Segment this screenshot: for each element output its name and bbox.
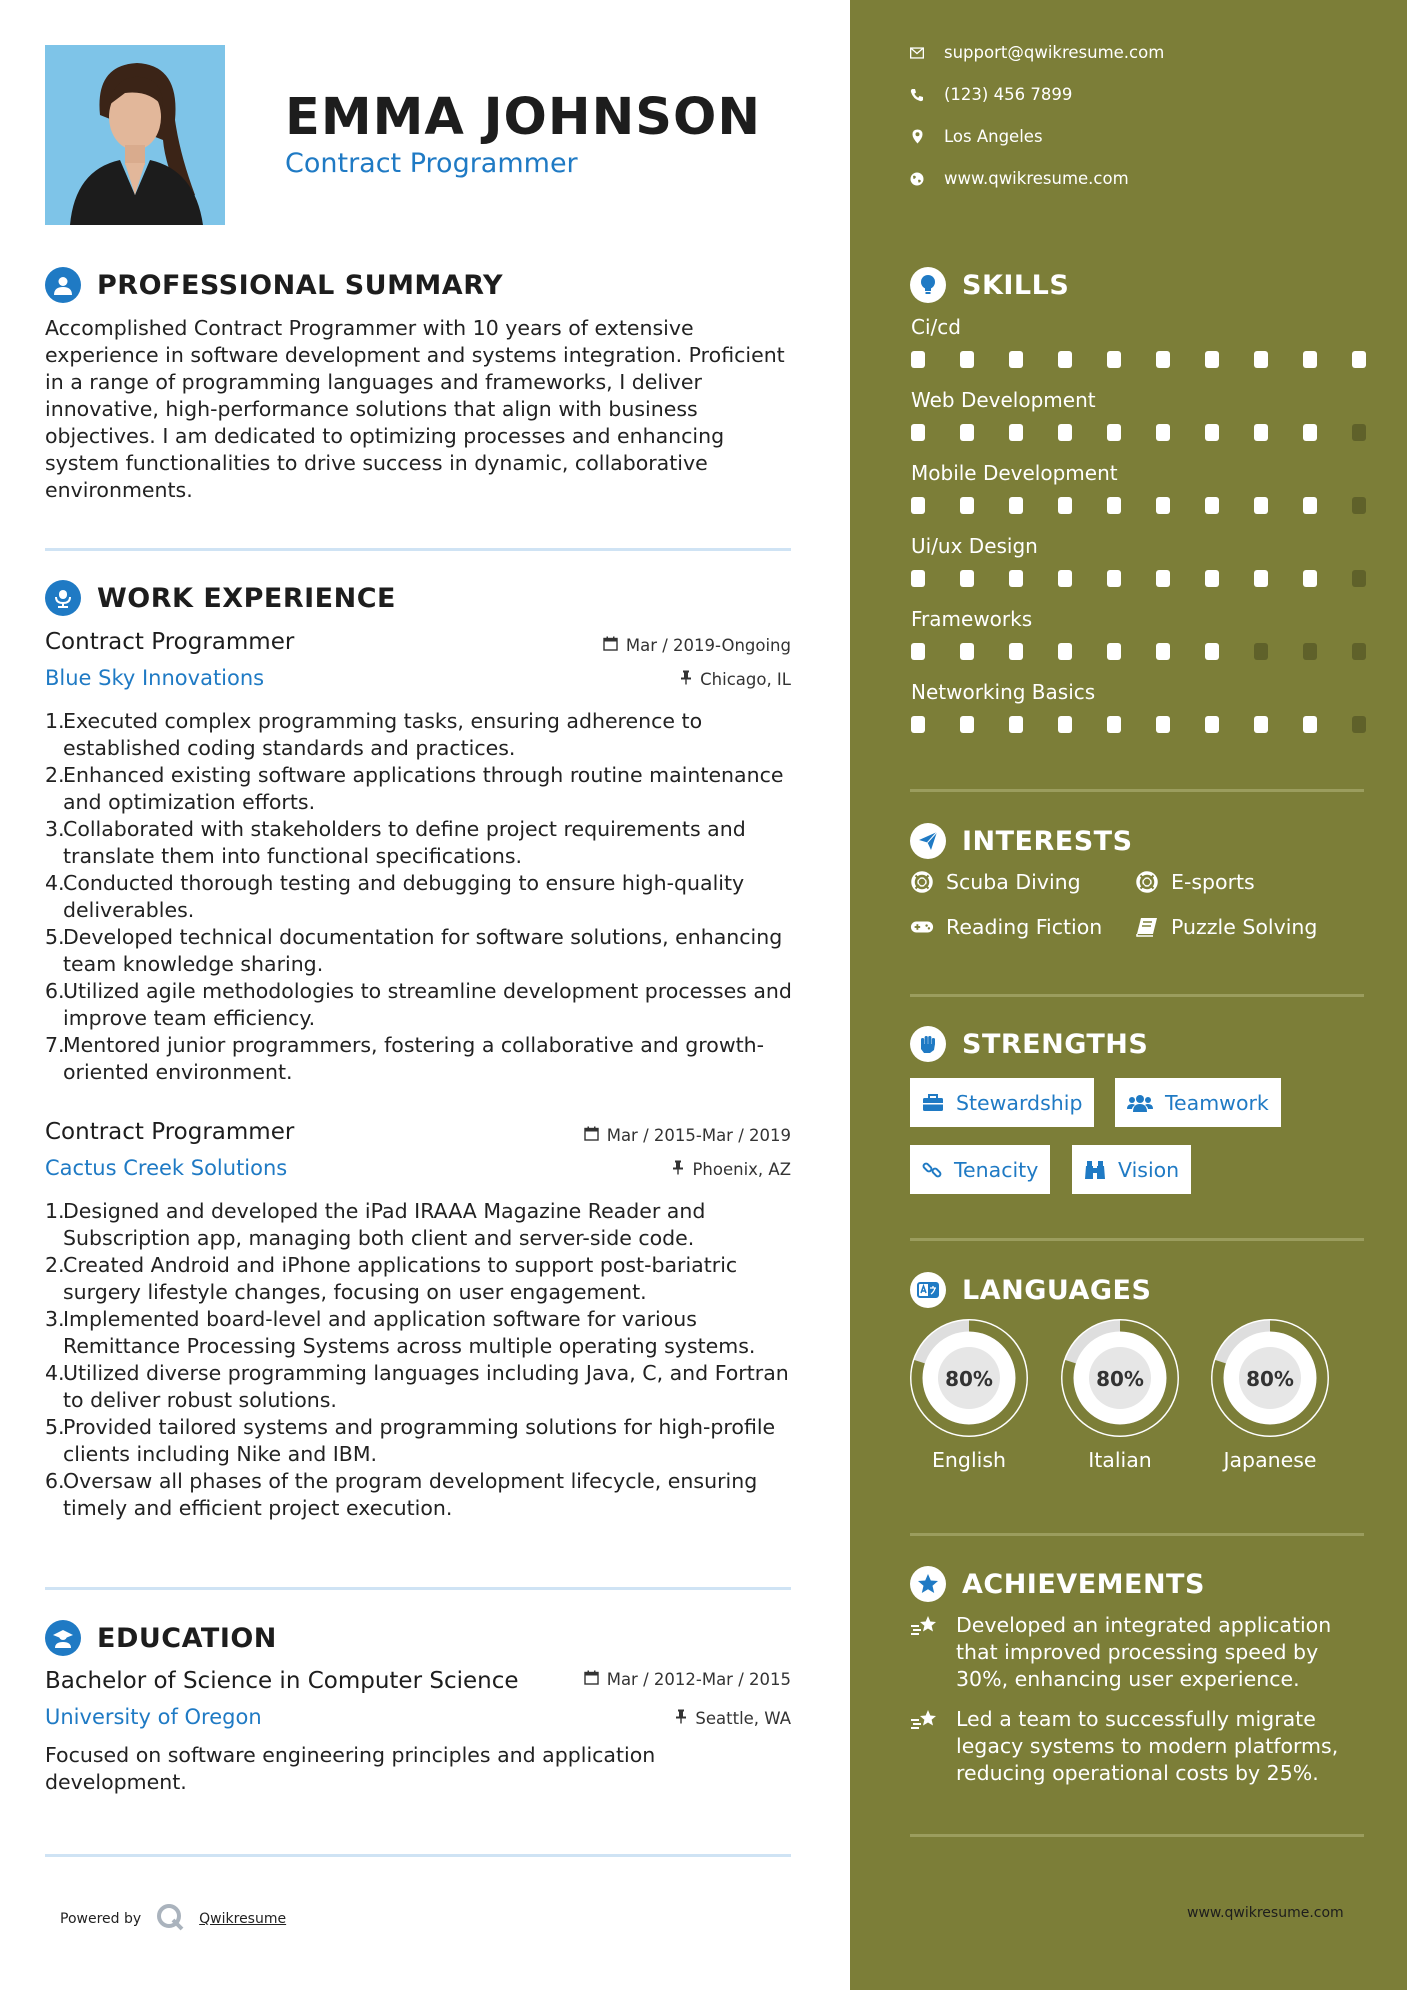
strength-teamwork [1115,1078,1281,1127]
skill-dot-filled [1107,716,1121,733]
skill-dot-filled [911,497,925,514]
list-item: 4. Utilized diverse programming languages including Java, C, and Fortran to deliver robust solutions. [45,1361,789,1412]
achievements-heading [910,1566,1205,1602]
contact-location-text: Los Angeles [944,127,1043,146]
skill-dot-filled [960,497,974,514]
globe-icon [910,172,924,186]
list-item: 3. Collaborated with stakeholders to define project requirements and translate them into functional specifications. [45,817,746,868]
skill-dot-filled [1303,351,1317,368]
skill-name: Web Development [911,388,1096,412]
binoculars-icon [1084,1160,1106,1180]
language-name: English [931,1448,1007,1472]
school-name: University of Oregon [45,1705,262,1729]
envelope-icon [910,46,924,60]
skill-dot-filled [1009,643,1023,660]
job-location-text: Chicago, IL [700,670,791,689]
education-title: EDUCATION [97,1622,277,1654]
user-icon [45,267,81,303]
job-dates [603,636,791,655]
job-location-text: Phoenix, AZ [692,1160,791,1179]
strengths-heading [910,1026,1148,1062]
skill-dot-filled [1107,351,1121,368]
job-dates-text: Mar / 2019-Ongoing [625,636,791,655]
language-ring [1210,1318,1330,1438]
fist-icon [910,1026,946,1062]
list-item: 4. Conducted thorough testing and debugging to ensure high-quality deliverables. [45,871,745,922]
job-bullets [45,1198,800,1522]
paper-plane-icon [910,823,946,859]
skill-dot-filled [1205,570,1219,587]
summary-heading [45,267,503,303]
skill-dot-filled [1156,716,1170,733]
skill-dot-filled [960,643,974,660]
candidate-title: Contract Programmer [285,148,578,179]
languages-heading [910,1272,1151,1308]
skill-dot-filled [1058,497,1072,514]
skill-dot-filled [1058,716,1072,733]
skill-dot-filled [1058,424,1072,441]
skill-dot-empty [1352,497,1366,514]
skill-dot-empty [1303,643,1317,660]
list-item: 1. Designed and developed the iPad IRAAA Magazine Reader and Subscription app, managing both client and server-side code. [45,1199,706,1250]
degree-title: Bachelor of Science in Computer Science [45,1668,519,1694]
qwikresume-link[interactable]: Qwikresume [199,1911,287,1927]
skill-dot-filled [1107,424,1121,441]
skill-dot-filled [911,643,925,660]
list-item: 3. Implemented board-level and application software for various Remittance Processing Systems across multiple operating systems. [45,1307,756,1358]
divider [910,1834,1364,1837]
divider [910,1533,1364,1536]
language-ring [1060,1318,1180,1438]
skill-dot-filled [1107,570,1121,587]
education-dates-text: Mar / 2012-Mar / 2015 [606,1670,791,1689]
shooting-star-icon [910,1706,942,1787]
lifebuoy-icon [1135,871,1159,893]
achievement-text: Led a team to successfully migrate legacy systems to modern platforms, reducing operational costs by 25%. [956,1707,1339,1785]
skill-dot-filled [960,570,974,587]
interests-title: INTERESTS [962,825,1133,857]
language-percent: 80% [1246,1367,1294,1391]
contact-email-text: support@qwikresume.com [944,43,1165,62]
skill-dot-filled [1156,643,1170,660]
strengths-title: STRENGTHS [962,1028,1149,1060]
skill-dot-filled [960,716,974,733]
skill-dot-filled [1254,424,1268,441]
skill-level-meter [911,570,1401,587]
interests-heading [910,823,1133,859]
job-bullets [45,708,800,1086]
contact-website-text: www.qwikresume.com [944,169,1129,188]
skill-dot-filled [1205,643,1219,660]
skill-dot-filled [911,570,925,587]
skill-name: Mobile Development [911,461,1118,485]
experience-title: WORK EXPERIENCE [97,582,396,614]
skill-dot-filled [1352,351,1366,368]
strength-label: Teamwork [1165,1090,1269,1115]
skill-dot-filled [1058,643,1072,660]
contact-phone[interactable] [910,85,1072,104]
powered-by-label: Powered by [60,1911,142,1927]
language-item [1210,1318,1330,1472]
interest-label: Scuba Diving [946,870,1081,894]
skill-dot-filled [1107,643,1121,660]
skill-dot-filled [1254,497,1268,514]
language-percent: 80% [945,1367,993,1391]
skill-dot-filled [1254,716,1268,733]
skill-dot-filled [1303,497,1317,514]
skill-dot-filled [1009,351,1023,368]
skill-dot-filled [960,351,974,368]
interest-label: Reading Fiction [946,915,1103,939]
skill-dot-empty [1352,570,1366,587]
language-ring [909,1318,1029,1438]
languages-title: LANGUAGES [962,1274,1152,1306]
contact-location [910,127,1043,146]
education-heading [45,1620,277,1656]
job-title: Contract Programmer [45,1119,295,1145]
interest-reading-fiction [910,915,1102,939]
skill-dot-filled [911,351,925,368]
skill-dot-empty [1254,643,1268,660]
skill-dot-filled [1205,716,1219,733]
divider [910,789,1364,792]
candidate-name: EMMA JOHNSON [285,88,762,147]
phone-icon [910,88,924,102]
interest-scuba-diving [910,870,1081,894]
summary-text: Accomplished Contract Programmer with 10 years of extensive experience in software development and systems integration. Proficient in a range of programming languages and frameworks, I deliver innovative, high-performance solutions that align with business objectives. I am dedicated to optimizing processes and enhancing system functionalities to drive success in dynamic, collaborative environments. [45,316,785,502]
gamepad-icon [910,916,934,938]
skill-dot-filled [1058,351,1072,368]
sidebar [850,0,1407,1990]
language-item [1060,1318,1180,1472]
achievement-item [910,1612,1370,1693]
skill-name: Ui/ux Design [911,534,1038,558]
link-icon [922,1160,942,1180]
strength-label: Stewardship [956,1090,1083,1115]
calendar-icon [603,636,618,655]
skill-dot-filled [1156,570,1170,587]
strength-tenacity [910,1145,1050,1194]
lightbulb-icon [910,267,946,303]
pin-icon [680,670,692,689]
skill-dot-filled [1058,570,1072,587]
strength-stewardship [910,1078,1094,1127]
skill-dot-filled [1156,497,1170,514]
language-percent: 80% [1096,1367,1144,1391]
skill-dot-empty [1352,716,1366,733]
skill-name: Frameworks [911,607,1033,631]
skill-dot-filled [1009,570,1023,587]
pin-icon [672,1160,684,1179]
contact-website[interactable] [910,169,1129,188]
contact-email[interactable] [910,43,1164,62]
book-icon [1135,916,1159,938]
users-icon [1127,1094,1153,1112]
language-name: Japanese [1223,1448,1317,1472]
skill-level-meter [911,351,1401,368]
company-name: Cactus Creek Solutions [45,1156,288,1180]
list-item: 2. Created Android and iPhone applications to support post-bariatric surgery lifestyle changes, focusing on user engagement. [45,1253,738,1304]
powered-by [60,1902,286,1936]
skills-title: SKILLS [962,269,1070,301]
pin-icon [675,1709,687,1728]
skill-dot-filled [911,424,925,441]
briefcase-icon [922,1094,944,1112]
education-location-text: Seattle, WA [695,1709,791,1728]
skill-name: Ci/cd [911,315,961,339]
skill-dot-filled [1303,570,1317,587]
interest-e-sports [1135,870,1255,894]
list-item: 1. Executed complex programming tasks, ensuring adherence to established coding standards and practices. [45,709,703,760]
contact-phone-text: (123) 456 7899 [944,85,1073,104]
experience-heading [45,580,396,616]
interest-label: E-sports [1171,870,1255,894]
calendar-icon [584,1126,599,1145]
achievement-item [910,1706,1370,1787]
list-item: 7. Mentored junior programmers, fostering a collaborative and growth-oriented environment. [45,1033,765,1084]
strength-label: Vision [1118,1157,1180,1182]
skills-heading [910,267,1069,303]
skill-dot-filled [1156,351,1170,368]
skill-dot-filled [1009,716,1023,733]
calendar-icon [584,1670,599,1689]
job-title: Contract Programmer [45,629,295,655]
summary-title: PROFESSIONAL SUMMARY [97,269,504,301]
job-location [680,670,791,689]
language-item [909,1318,1029,1472]
list-item: 6. Oversaw all phases of the program development lifecycle, ensuring timely and efficient project execution. [45,1469,758,1520]
skill-name: Networking Basics [911,680,1096,704]
skill-dot-filled [960,424,974,441]
list-item: 5. Developed technical documentation for software solutions, enhancing team knowledge sharing. [45,925,783,976]
language-name: Italian [1088,1448,1152,1472]
divider [910,1238,1364,1241]
translate-icon [910,1272,946,1308]
company-name: Blue Sky Innovations [45,666,265,690]
skill-dot-filled [1156,424,1170,441]
map-marker-icon [910,130,924,144]
skill-level-meter [911,424,1401,441]
job-location [672,1160,791,1179]
education-location [675,1709,791,1728]
skill-dot-filled [1205,351,1219,368]
skill-dot-filled [1205,497,1219,514]
divider [45,548,791,551]
skill-dot-filled [1303,424,1317,441]
list-item: 6. Utilized agile methodologies to streamline development processes and improve team efficiency. [45,979,792,1030]
interest-puzzle-solving [1135,915,1317,939]
strength-vision [1072,1145,1191,1194]
list-item: 5. Provided tailored systems and programming solutions for high-profile clients including Nike and IBM. [45,1415,776,1466]
divider [910,994,1364,997]
skill-dot-filled [1254,570,1268,587]
job-dates-text: Mar / 2015-Mar / 2019 [606,1126,791,1145]
skill-dot-filled [911,716,925,733]
skill-level-meter [911,643,1401,660]
skill-dot-filled [1107,497,1121,514]
interest-label: Puzzle Solving [1171,915,1318,939]
skill-dot-filled [1009,424,1023,441]
footer-website[interactable]: www.qwikresume.com [1187,1905,1344,1921]
strength-label: Tenacity [954,1157,1039,1182]
lifebuoy-icon [910,871,934,893]
skill-level-meter [911,497,1401,514]
skill-dot-filled [1205,424,1219,441]
achievement-text: Developed an integrated application that improved processing speed by 30%, enhancing user experience. [956,1613,1332,1691]
shooting-star-icon [910,1612,942,1693]
skill-dot-filled [1303,716,1317,733]
education-description: Focused on software engineering principles and application development. [45,1743,656,1794]
skill-dot-empty [1352,643,1366,660]
profile-photo [45,45,225,225]
skill-dot-filled [1009,497,1023,514]
education-dates [584,1670,791,1689]
skill-level-meter [911,716,1401,733]
skill-dot-empty [1352,424,1366,441]
graduation-cap-icon [45,1620,81,1656]
qwikresume-logo-icon [155,1902,185,1936]
star-badge-icon [910,1566,946,1602]
job-dates [584,1126,791,1145]
divider [45,1854,791,1857]
skill-dot-filled [1254,351,1268,368]
achievements-title: ACHIEVEMENTS [962,1568,1205,1600]
podium-icon [45,580,81,616]
list-item: 2. Enhanced existing software applications through routine maintenance and optimization efforts. [45,763,784,814]
divider [45,1587,791,1590]
